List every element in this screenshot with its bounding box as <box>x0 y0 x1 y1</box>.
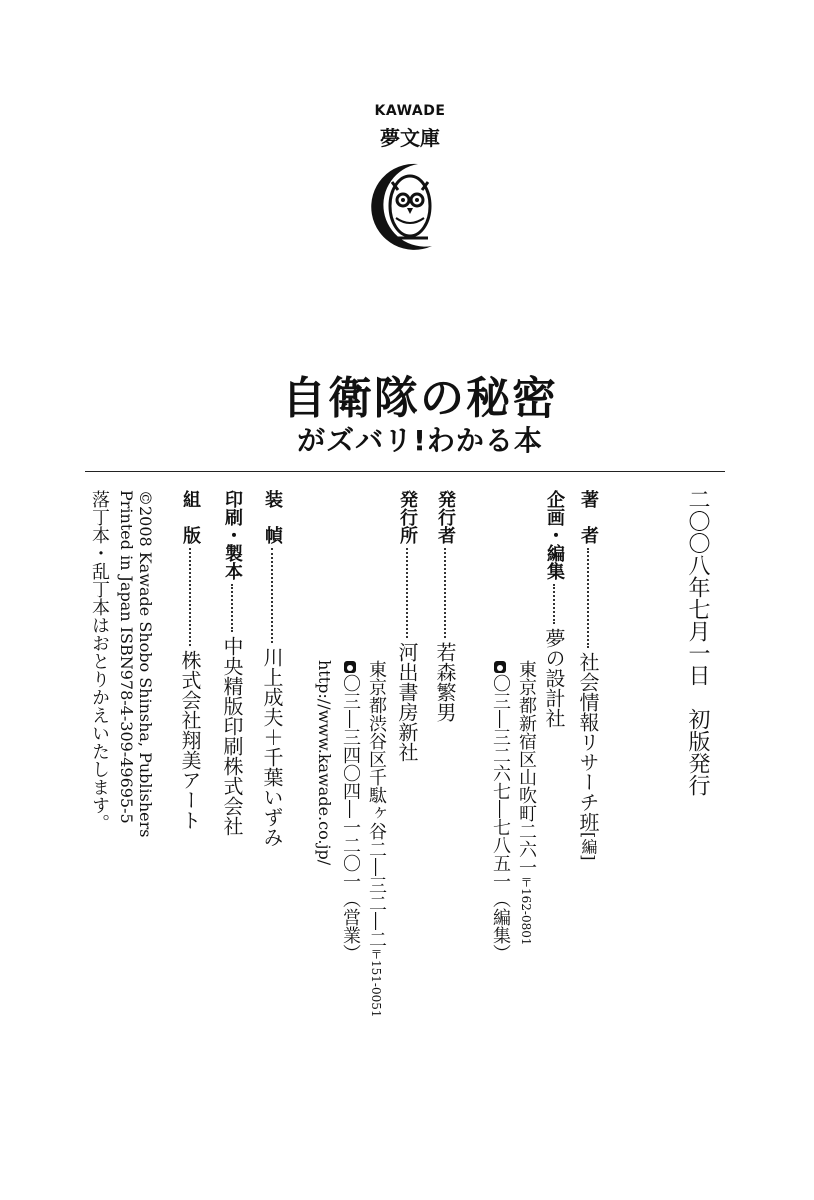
leader-dots <box>553 584 555 624</box>
publisher-name: 若森繁男 <box>433 642 457 722</box>
typeset-name: 株式会社翔美アート <box>178 650 202 830</box>
author-line <box>578 490 598 860</box>
planning-address-line <box>517 660 535 946</box>
leader-dots <box>587 548 589 648</box>
author-role: [編] <box>579 832 598 861</box>
edition-date: 二〇〇八年七月一日 <box>685 488 710 686</box>
telephone-icon <box>345 660 359 674</box>
leader-dots <box>406 548 408 638</box>
leader-dots <box>444 548 446 638</box>
imprint-brand-ja: 夢文庫 <box>380 126 440 150</box>
typeset-label: 組 版 <box>180 490 201 544</box>
print-label: 印刷・製本 <box>222 490 243 580</box>
author-label: 著 者 <box>578 490 599 544</box>
edition-line <box>686 488 708 796</box>
planning-tel: 〇三―三二六七―七八五一（編集） <box>490 674 511 962</box>
publisher-label: 発行者 <box>435 490 456 544</box>
leader-dots <box>189 548 191 646</box>
print-name: 中央精版印刷株式会社 <box>220 636 244 836</box>
planning-label: 企画・編集 <box>544 490 565 580</box>
typeset-line <box>180 490 200 830</box>
design-name: 川上成夫＋千葉いずみ <box>260 647 284 847</box>
book-title: 自衛隊の秘密 <box>282 373 558 424</box>
company-address: 東京都渋谷区千駄ヶ谷二―三二―二 <box>366 660 387 948</box>
telephone-icon <box>495 660 509 674</box>
design-line <box>262 490 282 847</box>
planning-address: 東京都新宿区山吹町二六一 <box>516 660 537 876</box>
planning-name: 夢の設計社 <box>542 628 566 728</box>
company-zip: 〒151-0051 <box>369 948 383 1018</box>
publisher-line <box>435 490 455 722</box>
owl-moon-logo-icon <box>348 156 468 256</box>
print-line <box>222 490 242 836</box>
company-tel: 〇三―三四〇四―一二〇一（営業） <box>340 674 361 962</box>
design-label: 装 幀 <box>262 490 283 544</box>
company-address-line <box>367 660 385 1018</box>
company-tel-line <box>341 660 359 962</box>
leader-dots <box>271 548 273 643</box>
author-name: 社会情報リサーチ班 <box>576 652 600 832</box>
planning-tel-line <box>491 660 509 962</box>
imprint-brand-en: KAWADE <box>374 103 446 119</box>
book-subtitle: がズバリ!わかる本 <box>297 424 543 457</box>
edition-label: 初版発行 <box>685 708 710 796</box>
planning-line <box>544 490 564 728</box>
notice-line: 落丁本・乱丁本はおとりかえいたします。 <box>89 490 110 832</box>
company-label: 発行所 <box>397 490 418 544</box>
divider-line <box>85 471 725 472</box>
printed-line: Printed in Japan ISBN978-4-309-49695-5 <box>117 490 136 824</box>
company-name: 河出書房新社 <box>395 642 419 762</box>
leader-dots <box>231 584 233 632</box>
planning-zip: 〒162-0801 <box>519 876 533 946</box>
company-line <box>397 490 417 762</box>
company-url[interactable]: http://www.kawade.co.jp/ <box>315 660 334 866</box>
copyright-line: ©2008 Kawade Shobo Shinsha, Publishers <box>136 490 155 838</box>
